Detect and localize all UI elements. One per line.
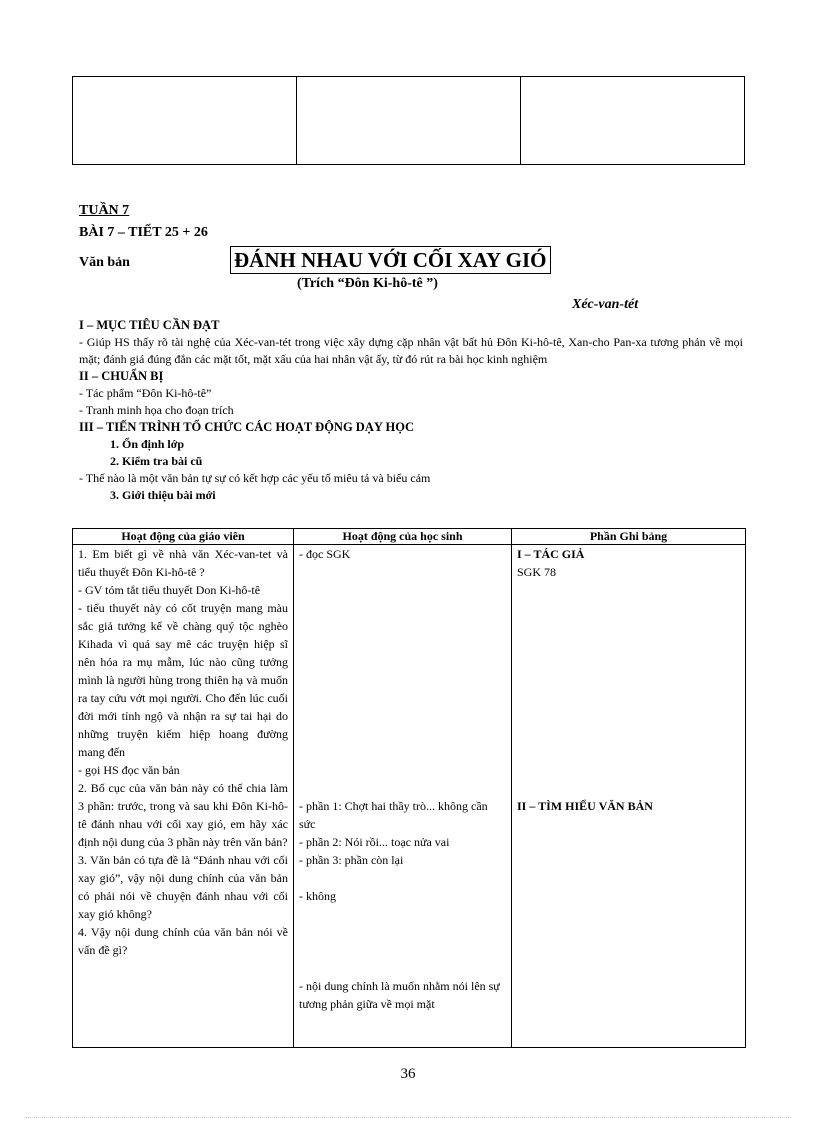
lesson-label: BÀI 7 – TIẾT 25 + 26 [79,225,208,240]
teacher-activity: 3. Văn bản có tựa đề là “Đánh nhau với cối xay gió”, vậy nội dung chính của văn bản có phải nói về chuyện đánh nhau với cối xay gió không? [78,853,288,921]
student-activity: - phần 2: Nói rồi... toạc nửa vai [299,835,450,849]
student-activity: - không [299,889,336,903]
student-activity: - phần 1: Chợt hai thầy trò... không cần sức [299,799,488,831]
empty-cell [73,77,297,165]
student-activity: - phần 3: phần còn lại [299,853,404,867]
review-question: - Thế nào là một văn bản tự sự có kết hợp các yếu tố miêu tả và biểu cảm [79,471,431,485]
student-activity: - đọc SGK [299,547,351,561]
empty-top-table [72,76,745,165]
step-heading: 1. Ổn định lớp [110,437,185,451]
board-heading: II – TÌM HIỂU VĂN BẢN [517,799,653,813]
column-header: Hoạt động của giáo viên [73,529,294,545]
week-label: TUẦN 7 [79,203,130,218]
teacher-activity: - gọi HS đọc văn bản [78,763,180,777]
text-type-label: Văn bản [79,255,130,270]
page-number: 36 [400,1066,416,1082]
teacher-activity: 4. Vậy nội dung chính của văn bản nói về vấn đề gì? [78,925,288,957]
step-heading: 2. Kiểm tra bài cũ [110,454,203,468]
section-heading: III – TIẾN TRÌNH TỔ CHỨC CÁC HOẠT ĐỘNG DẠY HỌC [79,420,415,434]
step-heading: 3. Giới thiệu bài mới [110,488,216,502]
empty-cell [521,77,745,165]
list-item: - Tranh minh họa cho đoạn trích [79,403,234,417]
activities-table [72,528,746,1048]
objective-text: - Giúp HS thấy rõ tài nghệ của Xéc-van-tét trong việc xây dựng cặp nhân vật bất hủ Đôn Ki-hô-tê, Xan-cho Pan-xa tương phản về mọi mặt; đánh giá đúng đắn các mặt tốt, mặt xấu của hai nhân vật ấy, từ đó rút ra bài học kinh nghiệm [79,335,743,366]
student-activity: - nội dung chính là muốn nhằm nói lên sự tương phản giữa về mọi mặt [299,979,500,1011]
list-item: - Tác phẩm “Đôn Ki-hô-tê” [79,386,212,400]
teacher-activity: - tiểu thuyết này có cốt truyện mang màu sắc giả tưởng kể về chàng quý tộc nghèo Kihada vì quá say mê các truyện hiệp sĩ nên hóa ra mụ mẫm, lúc nào cũng tưởng mình là người hùng trong thiên hạ và muốn ra tay cứu vớt mọi người. Cho đến lúc cuối đời mới tỉnh ngộ và nhận ra sự tai hại do những truyện kiếm hiệp hoang đường mang đến [78,601,288,759]
teacher-activity: 1. Em biết gì về nhà văn Xéc-van-tet và tiểu thuyết Đôn Ki-hô-tê ? [78,547,288,579]
board-heading: I – TÁC GIẢ [517,547,585,561]
board-notes-cell [512,545,746,1048]
teacher-activity: 2. Bố cục của văn bản này có thể chia làm 3 phần: trước, trong và sau khi Đôn Ki-hô-tê đánh nhau với cối xay gió, em hãy xác định nội dung của 3 phần này trên văn bản? [78,781,288,849]
teacher-activities-cell [73,545,294,1048]
lesson-plan-body [79,317,743,504]
author-name: Xéc-van-tét [572,297,639,312]
section-heading: II – CHUẨN BỊ [79,369,164,383]
column-header: Hoạt động của học sinh [294,529,512,545]
page-title: ĐÁNH NHAU VỚI CỐI XAY GIÓ [230,246,551,274]
column-header: Phần Ghi bảng [512,529,746,545]
board-note: SGK 78 [517,565,557,579]
student-activities-cell [294,545,512,1048]
section-heading: I – MỤC TIÊU CẦN ĐẠT [79,318,220,332]
page-subtitle: (Trích “Đôn Ki-hô-tê ”) [297,276,438,291]
empty-cell [297,77,521,165]
teacher-activity: - GV tóm tắt tiểu thuyết Don Ki-hô-tê [78,583,261,597]
page-divider [25,1117,791,1118]
